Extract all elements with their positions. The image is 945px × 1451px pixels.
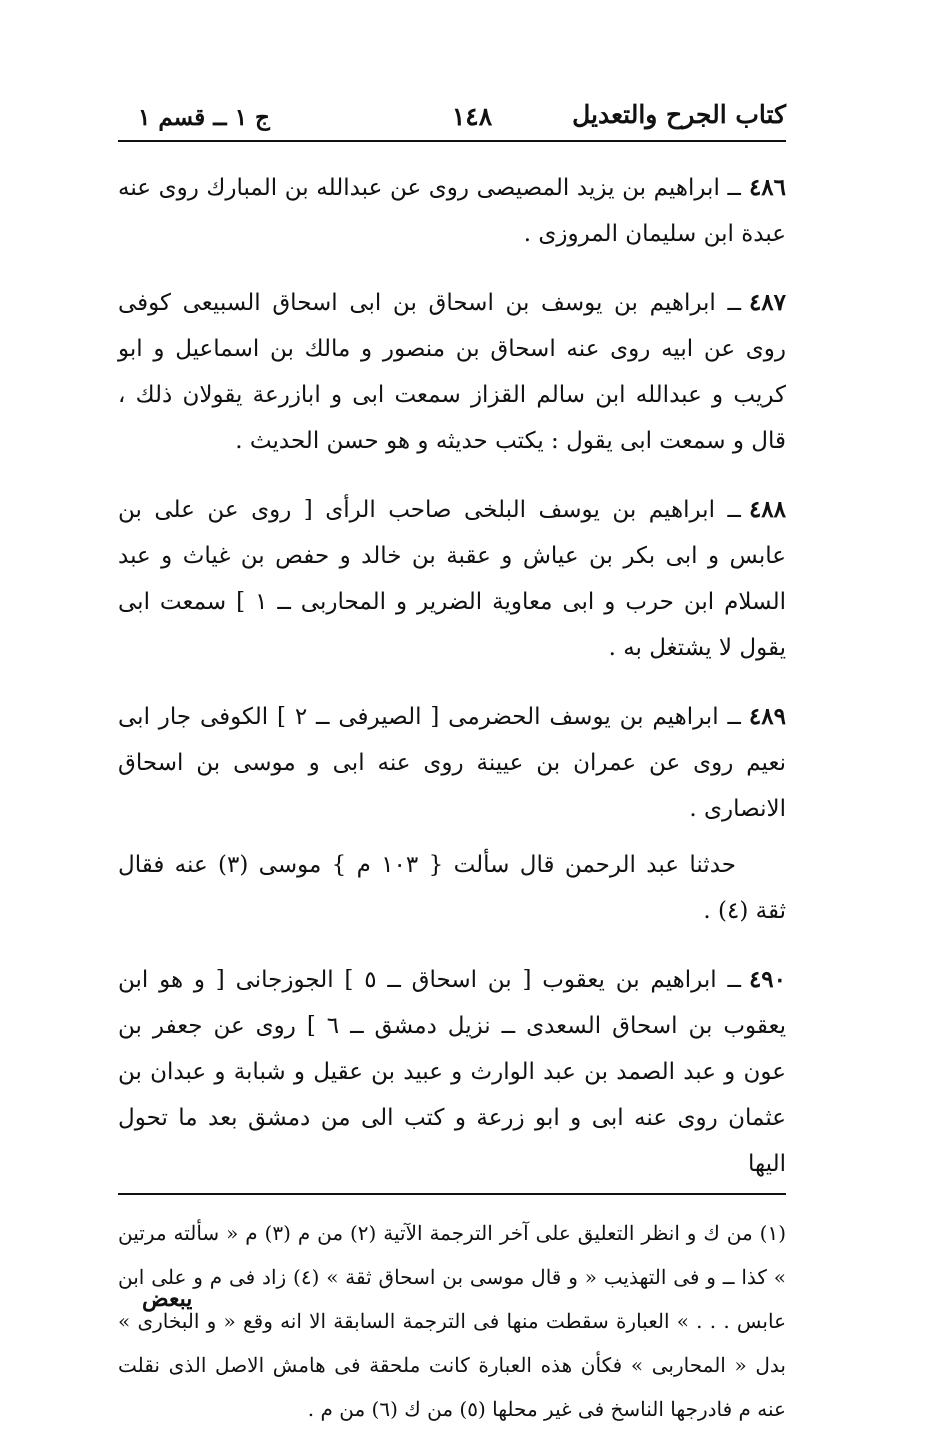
running-header — [118, 96, 786, 140]
entry-number: ٤٨٩ — [748, 703, 786, 730]
catchword: يبعض — [142, 1286, 193, 1312]
footnote-rule — [118, 1193, 786, 1195]
footnotes: (١) من ك و انظر التعليق على آخر الترجمة الآتية (٢) من م (٣) م « سألته مرتين » كذا ــ و فى التهذيب « و قال موسى بن اسحاق ثقة » (٤) زاد فى م و على ابن عابس . . . » العبارة سقطت منها فى الترجمة السابقة الا انه وقع « و البخارى » بدل « المحاربى » فكأن هذه العبارة كانت ملحقة فى هامش الاصل الذى نقلت عنه م فادرجها الناسخ فى غير محلها (٥) من ك (٦) من م . — [118, 1221, 787, 1421]
entry-number: ٤٨٦ — [748, 174, 786, 201]
book-title: كتاب الجرح والتعديل — [572, 100, 786, 129]
entry-text: ــ ابراهيم بن يزيد المصيصى روى عن عبدالله بن المبارك روى عنه عبدة ابن سليمان المروزى . — [118, 175, 786, 247]
entry-489-note — [118, 842, 786, 934]
header-rule — [118, 140, 786, 142]
entry-490 — [118, 957, 786, 1187]
entry-text: حدثنا عبد الرحمن قال سألت { ١٠٣ م } موسى (٣) عنه فقال ثقة (٤) . — [118, 852, 786, 924]
entry-488 — [118, 487, 786, 671]
entry-text: ــ ابراهيم بن يوسف بن اسحاق بن ابى اسحاق السبيعى كوفى روى عن ابيه روى عنه اسحاق بن منصور و مالك بن اسماعيل و ابو كريب و عبدالله ابن سالم القزاز سمعت ابى و ابازرعة يقولان ذلك ، قال و سمعت ابى يقول : يكتب حديثه و هو حسن الحديث . — [118, 290, 786, 454]
book-page — [118, 96, 786, 1451]
entry-number: ٤٩٠ — [748, 966, 787, 993]
entry-text: ــ ابراهيم بن يوسف البلخى صاحب الرأى [ روى عن على بن عابس و ابى بكر بن عياش و عقبة بن خالد و حفص بن غياث و عبد السلام ابن حرب و ابى معاوية الضرير و المحاربى ــ ١ ] سمعت ابى يقول لا يشتغل به . — [118, 497, 786, 661]
entries — [118, 165, 786, 1187]
entry-487 — [118, 280, 786, 464]
page-number: ١٤٨ — [451, 102, 493, 131]
entry-text: ــ ابراهيم بن يوسف الحضرمى [ الصيرفى ــ ٢ ] الكوفى جار ابى نعيم روى عن عمران بن عيينة روى عنه ابى و موسى بن اسحاق الانصارى . — [118, 704, 786, 822]
entry-486 — [118, 165, 786, 257]
entry-number: ٤٨٧ — [748, 289, 786, 316]
volume-part: ج ١ ــ قسم ١ — [138, 104, 270, 131]
entry-text: ــ ابراهيم بن يعقوب [ بن اسحاق ــ ٥ ] الجوزجانى [ و هو ابن يعقوب بن اسحاق السعدى ــ نزيل دمشق ــ ٦ ] روى عن جعفر بن عون و عبد الصمد بن عبد الوارث و عبيد بن عقيل و شبابة و عبدان بن عثمان روى عنه ابى و ابو زرعة و كتب الى من دمشق بعد ما تحول اليها — [118, 967, 787, 1177]
entry-489 — [118, 694, 786, 832]
entry-number: ٤٨٨ — [748, 496, 786, 523]
